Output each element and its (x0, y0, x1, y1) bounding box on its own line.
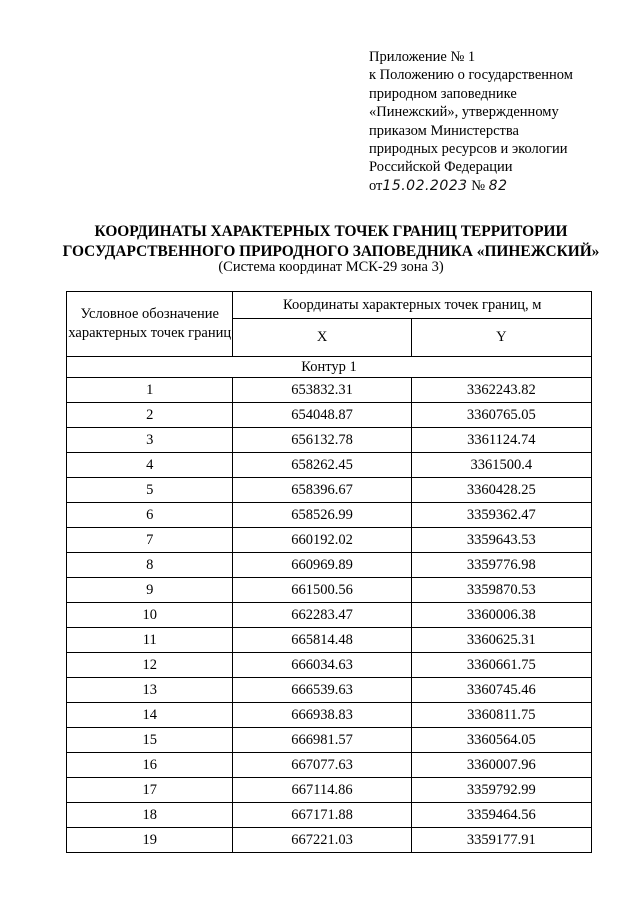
table-row (67, 453, 592, 478)
point-number-cell: 1 (67, 378, 233, 403)
x-coordinate-cell: 656132.78 (233, 428, 411, 453)
table-row (67, 578, 592, 603)
point-number-cell: 12 (67, 653, 233, 678)
x-coordinate-cell: 667077.63 (233, 753, 411, 778)
y-coordinate-cell: 3360007.96 (411, 753, 591, 778)
point-number-cell: 17 (67, 778, 233, 803)
y-coordinate-cell: 3359643.53 (411, 528, 591, 553)
col-header-point-label: Условное обозначение характерных точек границ (67, 292, 233, 357)
y-coordinate-cell: 3360745.46 (411, 678, 591, 703)
contour-label: Контур 1 (67, 357, 592, 378)
table-row (67, 528, 592, 553)
appendix-line: Российской Федерации (369, 159, 513, 176)
x-coordinate-cell: 666938.83 (233, 703, 411, 728)
title-line-1: КООРДИНАТЫ ХАРАКТЕРНЫХ ТОЧЕК ГРАНИЦ ТЕРРИТОРИИ (94, 223, 568, 240)
table-row (67, 653, 592, 678)
x-coordinate-cell: 660192.02 (233, 528, 411, 553)
point-number-cell: 14 (67, 703, 233, 728)
appendix-line: «Пинежский», утвержденному (369, 104, 559, 121)
table-row (67, 403, 592, 428)
title-line-2: ГОСУДАРСТВЕННОГО ПРИРОДНОГО ЗАПОВЕДНИКА «ПИНЕЖСКИЙ» (62, 243, 600, 260)
point-number-cell: 4 (67, 453, 233, 478)
y-coordinate-cell: 3360006.38 (411, 603, 591, 628)
point-number-cell: 2 (67, 403, 233, 428)
y-coordinate-cell: 3359464.56 (411, 803, 591, 828)
x-coordinate-cell: 666539.63 (233, 678, 411, 703)
point-number-cell: 19 (67, 828, 233, 853)
y-coordinate-cell: 3359776.98 (411, 553, 591, 578)
x-coordinate-cell: 667221.03 (233, 828, 411, 853)
x-coordinate-cell: 667171.88 (233, 803, 411, 828)
x-coordinate-cell: 660969.89 (233, 553, 411, 578)
y-coordinate-cell: 3359177.91 (411, 828, 591, 853)
x-coordinate-cell: 667114.86 (233, 778, 411, 803)
point-number-cell: 3 (67, 428, 233, 453)
point-number-cell: 11 (67, 628, 233, 653)
col-header-coordinates: Координаты характерных точек границ, м (233, 292, 592, 319)
point-number-cell: 18 (67, 803, 233, 828)
col-header-x: X (233, 319, 411, 357)
table-row (67, 778, 592, 803)
date-prefix: от (369, 177, 383, 194)
table-row (67, 678, 592, 703)
point-number-cell: 7 (67, 528, 233, 553)
y-coordinate-cell: 3359362.47 (411, 503, 591, 528)
handwritten-date: 15.02.2023 (382, 177, 468, 194)
point-number-cell: 9 (67, 578, 233, 603)
appendix-line: приказом Министерства (369, 122, 519, 139)
x-coordinate-cell: 658396.67 (233, 478, 411, 503)
appendix-line: Приложение № 1 (369, 49, 476, 65)
point-number-cell: 13 (67, 678, 233, 703)
x-coordinate-cell: 653832.31 (233, 378, 411, 403)
y-coordinate-cell: 3361124.74 (411, 428, 591, 453)
appendix-line: природных ресурсов и экологии (369, 141, 568, 158)
table-row (67, 703, 592, 728)
table-row (67, 428, 592, 453)
appendix-line: природном заповеднике (369, 85, 517, 102)
point-number-cell: 5 (67, 478, 233, 503)
x-coordinate-cell: 661500.56 (233, 578, 411, 603)
point-number-cell: 15 (67, 728, 233, 753)
y-coordinate-cell: 3361500.4 (411, 453, 591, 478)
handwritten-number: 82 (488, 177, 508, 194)
number-sign: № (471, 177, 486, 194)
appendix-block (369, 48, 629, 195)
table-row (67, 628, 592, 653)
x-coordinate-cell: 658262.45 (233, 453, 411, 478)
x-coordinate-cell: 654048.87 (233, 403, 411, 428)
y-coordinate-cell: 3360564.05 (411, 728, 591, 753)
appendix-line: к Положению о государственном (369, 67, 573, 84)
table-row (67, 828, 592, 853)
point-number-cell: 6 (67, 503, 233, 528)
table-row (67, 728, 592, 753)
col-header-y: Y (411, 319, 591, 357)
y-coordinate-cell: 3360765.05 (411, 403, 591, 428)
y-coordinate-cell: 3359792.99 (411, 778, 591, 803)
y-coordinate-cell: 3360661.75 (411, 653, 591, 678)
table-row (67, 503, 592, 528)
table-row (67, 478, 592, 503)
order-date-line (369, 177, 629, 195)
x-coordinate-cell: 658526.99 (233, 503, 411, 528)
point-number-cell: 10 (67, 603, 233, 628)
x-coordinate-cell: 665814.48 (233, 628, 411, 653)
table-row (67, 553, 592, 578)
y-coordinate-cell: 3362243.82 (411, 378, 591, 403)
table-row (67, 378, 592, 403)
y-coordinate-cell: 3360811.75 (411, 703, 591, 728)
x-coordinate-cell: 662283.47 (233, 603, 411, 628)
coordinates-table (66, 291, 592, 853)
coordinate-system-subtitle: (Система координат МСК-29 зона 3) (218, 259, 444, 275)
document-title (40, 222, 622, 262)
x-coordinate-cell: 666034.63 (233, 653, 411, 678)
x-coordinate-cell: 666981.57 (233, 728, 411, 753)
y-coordinate-cell: 3359870.53 (411, 578, 591, 603)
point-number-cell: 16 (67, 753, 233, 778)
table-row (67, 603, 592, 628)
point-number-cell: 8 (67, 553, 233, 578)
y-coordinate-cell: 3360625.31 (411, 628, 591, 653)
y-coordinate-cell: 3360428.25 (411, 478, 591, 503)
table-row (67, 753, 592, 778)
table-row (67, 803, 592, 828)
